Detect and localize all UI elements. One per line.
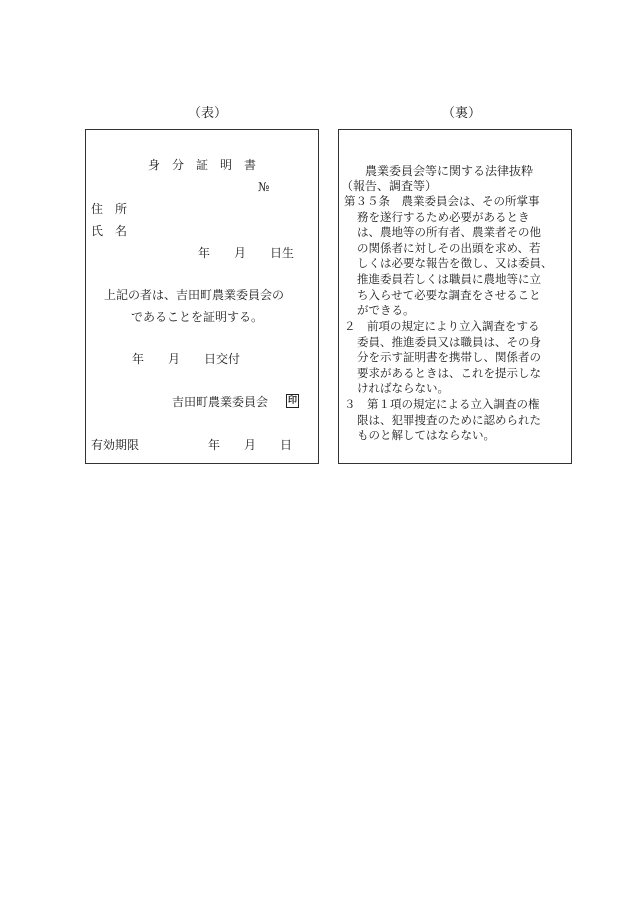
id-card-front	[85, 129, 319, 464]
article-line: 要求があるときは、これを提示しな	[357, 365, 541, 380]
issue-date-field: 年 月 日交付	[132, 352, 241, 366]
statement-line-1: 上記の者は、吉田町農業委員会の	[104, 288, 285, 302]
article-35-paragraph	[344, 194, 566, 319]
validity-date-field: 年 月 日	[208, 438, 293, 452]
article-line: 限は、犯罪捜査のために認められた	[357, 412, 541, 427]
article-line: ２ 前項の規定により立入調査をする	[344, 319, 540, 333]
law-excerpt-title: 農業委員会等に関する法律抜粋	[365, 164, 534, 178]
article-line: 委員、推進委員又は職員は、その身	[357, 334, 541, 349]
back-side-label: （裏）	[442, 106, 482, 121]
article-line: ができる。	[357, 303, 415, 318]
validity-label: 有効期限	[91, 438, 140, 452]
item-2-paragraph	[344, 319, 566, 397]
article-line: ければならない。	[357, 381, 449, 396]
article-line: は、農地等の所有者、農業者その他	[357, 225, 541, 240]
number-label: №	[258, 180, 270, 194]
article-line: 推進委員若しくは職員に農地等に立	[357, 271, 541, 286]
article-line: ち入らせて必要な調査をさせること	[357, 287, 541, 302]
article-line: 分を示す証明書を携帯し、関係者の	[357, 350, 541, 365]
front-side-label: （表）	[188, 106, 228, 121]
article-line: 第３５条 農業委員会は、その所掌事	[344, 194, 540, 208]
seal-stamp-icon: 印	[287, 396, 297, 406]
address-label: 住 所	[91, 202, 128, 216]
card-title: 身分証明書	[148, 158, 269, 172]
id-card-back	[338, 129, 572, 464]
name-label: 氏 名	[91, 224, 128, 238]
article-line: 務を遂行するため必要があるとき	[357, 209, 530, 224]
article-line: の関係者に対しその出頭を求め、若	[357, 240, 541, 255]
article-line: ものと解してはならない。	[357, 428, 495, 443]
birth-date-field: 年 月 日生	[198, 246, 295, 260]
article-line: しくは必要な報告を徴し、又は委員、	[357, 256, 553, 271]
law-excerpt-subtitle: （報告、調査等）	[341, 179, 438, 193]
statement-line-2: であることを証明する。	[131, 310, 264, 324]
issuer-name: 吉田町農業委員会	[172, 395, 269, 409]
item-3-paragraph	[344, 397, 566, 444]
article-line: ３ 第１項の規定による立入調査の権	[344, 397, 540, 411]
